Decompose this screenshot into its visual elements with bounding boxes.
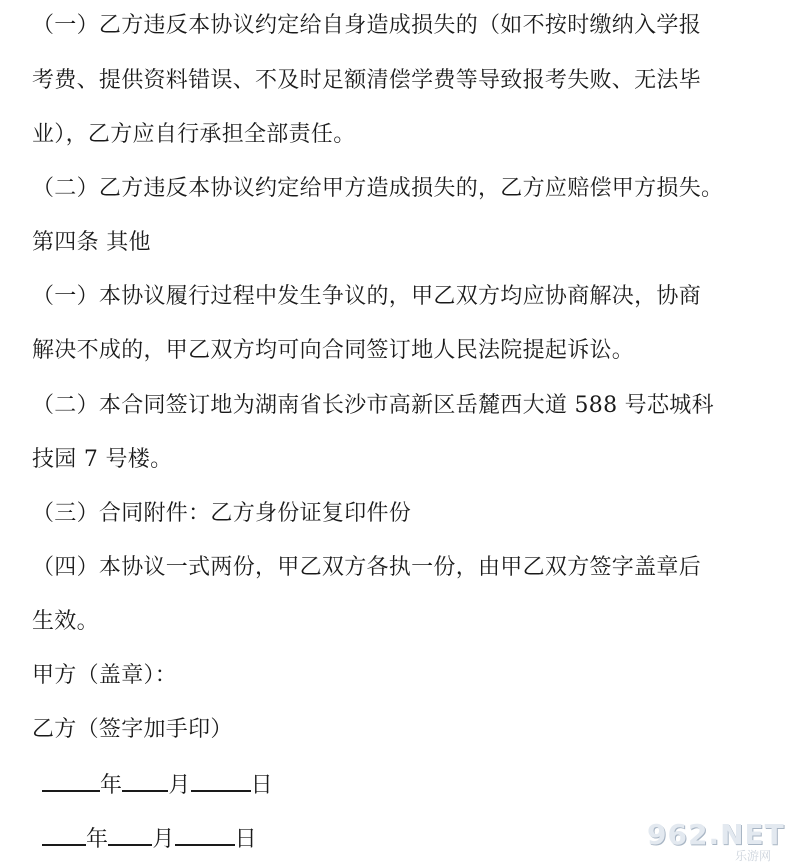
- article-4-heading: 第四条 其他: [32, 230, 151, 255]
- clause-4-3: （三）合同附件：乙方身份证复印件份: [32, 501, 412, 526]
- day-label: 日: [250, 773, 273, 798]
- clause-4-1-line-1: （一）本协议履行过程中发生争议的，甲乙双方均应协商解决，协商: [32, 284, 702, 309]
- month-label: 月: [152, 827, 175, 852]
- day-blank: [191, 770, 251, 792]
- year-label: 年: [100, 773, 123, 798]
- party-a-seal-label: 甲方（盖章）：: [32, 663, 178, 688]
- party-b-sign-label: 乙方（签字加手印）: [32, 717, 233, 742]
- month-label: 月: [168, 773, 191, 798]
- year-blank: [42, 770, 100, 792]
- clause-3-2: （二）乙方违反本协议约定给甲方造成损失的，乙方应赔偿甲方损失。: [32, 176, 724, 201]
- watermark-subtext: 乐游网: [734, 849, 771, 863]
- clause-3-1-line-3: 业），乙方应自行承担全部责任。: [32, 122, 356, 147]
- date-line-1: [42, 770, 782, 800]
- month-blank: [108, 824, 152, 846]
- site-watermark: [647, 818, 785, 864]
- day-blank: [175, 824, 235, 846]
- clause-4-4-line-1: （四）本协议一式两份，甲乙双方各执一份，由甲乙双方签字盖章后: [32, 555, 702, 580]
- month-blank: [122, 770, 168, 792]
- year-label: 年: [86, 827, 109, 852]
- clause-3-1-line-2: 考费、提供资料错误、不及时足额清偿学费等导致报考失败、无法毕: [32, 68, 702, 93]
- watermark-logo: 962.NET: [647, 818, 785, 851]
- year-blank: [42, 824, 86, 846]
- clause-4-2-line-2: 技园 7 号楼。: [32, 447, 173, 472]
- day-label: 日: [234, 827, 257, 852]
- clause-4-1-line-2: 解决不成的，甲乙双方均可向合同签订地人民法院提起诉讼。: [32, 338, 635, 363]
- clause-4-2-line-1: （二）本合同签订地为湖南省长沙市高新区岳麓西大道 588 号芯城科: [32, 393, 714, 418]
- clause-3-1-line-1: （一）乙方违反本协议约定给自身造成损失的（如不按时缴纳入学报: [32, 13, 702, 38]
- clause-4-4-line-2: 生效。: [32, 609, 99, 634]
